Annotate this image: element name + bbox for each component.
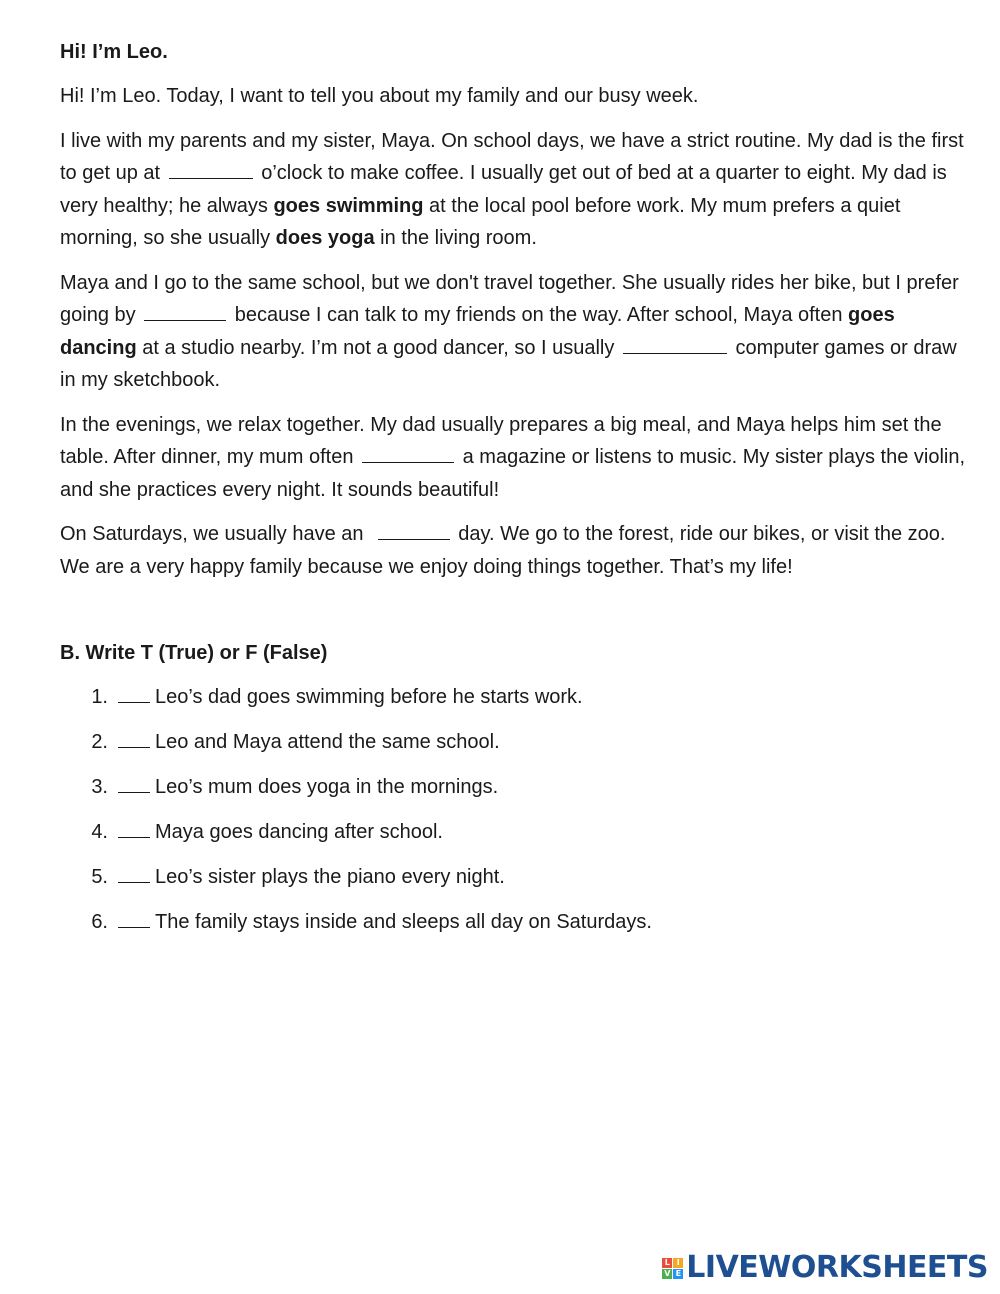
answer-blank[interactable]	[118, 771, 150, 793]
paragraph-text: because I can talk to my friends on the way. After school, Maya often	[234, 304, 843, 326]
section-b-title: B. Write T (True) or F (False)	[60, 642, 328, 664]
blank-transport[interactable]	[144, 319, 226, 321]
item-statement: Leo’s dad goes swimming before he starts work.	[155, 686, 583, 708]
item-number: 1.	[91, 686, 108, 708]
blank-reads[interactable]	[362, 461, 454, 463]
paragraph-text: at the local pool before work. My mum prefers a quiet morning, so she usually	[60, 194, 901, 249]
item-number: 6.	[91, 911, 108, 933]
item-number: 2.	[91, 731, 108, 753]
true-false-item	[60, 816, 972, 848]
true-false-item	[60, 681, 972, 713]
paragraph-saturdays	[60, 518, 972, 583]
bold-phrase: does yoga	[275, 227, 375, 249]
paragraph-school	[60, 267, 972, 397]
bold-phrase: goes dancing	[60, 304, 895, 359]
logo-mark-cell: L	[662, 1258, 672, 1268]
answer-blank[interactable]	[118, 861, 150, 883]
true-false-item	[60, 906, 972, 938]
bold-phrase: goes swimming	[273, 194, 424, 217]
item-statement: Leo’s sister plays the piano every night.	[155, 866, 505, 888]
true-false-item	[60, 726, 972, 758]
paragraph-text: in the living room.	[380, 227, 537, 249]
item-statement: The family stays inside and sleeps all day on Saturdays.	[155, 911, 652, 933]
answer-blank[interactable]	[118, 906, 150, 928]
item-statement: Leo’s mum does yoga in the mornings.	[155, 776, 499, 798]
paragraph-text: In the evenings, we relax together. My dad usually prepares a big meal, and Maya helps him set the table. After dinner, my mum often	[60, 413, 942, 468]
paragraph-text: day. We go to the forest, ride our bikes, or visit the zoo. We are a very happy family because we enjoy doing things together. That’s my life!	[60, 523, 946, 578]
true-false-item	[60, 771, 972, 803]
item-statement: Maya goes dancing after school.	[155, 821, 443, 843]
answer-blank[interactable]	[118, 816, 150, 838]
worksheet-page	[60, 36, 972, 951]
item-statement: Leo and Maya attend the same school.	[155, 731, 500, 753]
logo-text: LIVEWORKSHEETS	[686, 1250, 988, 1285]
paragraph-evenings	[60, 409, 972, 507]
liveworksheets-logo	[662, 1252, 988, 1284]
logo-mark-cell: V	[664, 1268, 671, 1278]
true-false-list	[60, 681, 972, 938]
answer-blank[interactable]	[118, 726, 150, 748]
logo-mark-cell: I	[673, 1258, 683, 1268]
paragraph-text: o’clock to make coffee. I usually get out of bed at a quarter to eight. My dad is very healthy; he always	[60, 162, 947, 217]
paragraph-text: On Saturdays, we usually have an	[60, 523, 364, 545]
answer-blank[interactable]	[118, 681, 150, 703]
paragraph-text: I live with my parents and my sister, Maya. On school days, we have a strict routine. My dad is the first to get up at	[60, 129, 964, 184]
item-number: 5.	[91, 866, 108, 888]
paragraph-intro	[60, 80, 972, 113]
paragraph-text: Hi! I’m Leo. Today, I want to tell you about my family and our busy week.	[60, 85, 699, 107]
blank-day-type[interactable]	[378, 538, 450, 540]
logo-mark-icon	[662, 1258, 683, 1279]
paragraph-text: at a studio nearby. I’m not a good dancer, so I usually	[142, 336, 615, 359]
item-number: 3.	[91, 776, 108, 798]
paragraph-text: a magazine or listens to music. My sister plays the violin, and she practices every night. It sounds beautiful!	[60, 446, 966, 501]
paragraph-text: Maya and I go to the same school, but we don't travel together. She usually rides her bike, but I prefer going by	[60, 271, 959, 326]
blank-activity[interactable]	[623, 352, 727, 354]
logo-mark-cell: E	[673, 1269, 683, 1279]
worksheet-title: Hi! I’m Leo.	[60, 41, 168, 63]
item-number: 4.	[91, 821, 108, 843]
paragraph-text: computer games or draw in my sketchbook.	[60, 336, 957, 391]
blank-get-up-time[interactable]	[169, 177, 253, 179]
paragraph-routine	[60, 125, 972, 255]
true-false-item	[60, 861, 972, 893]
